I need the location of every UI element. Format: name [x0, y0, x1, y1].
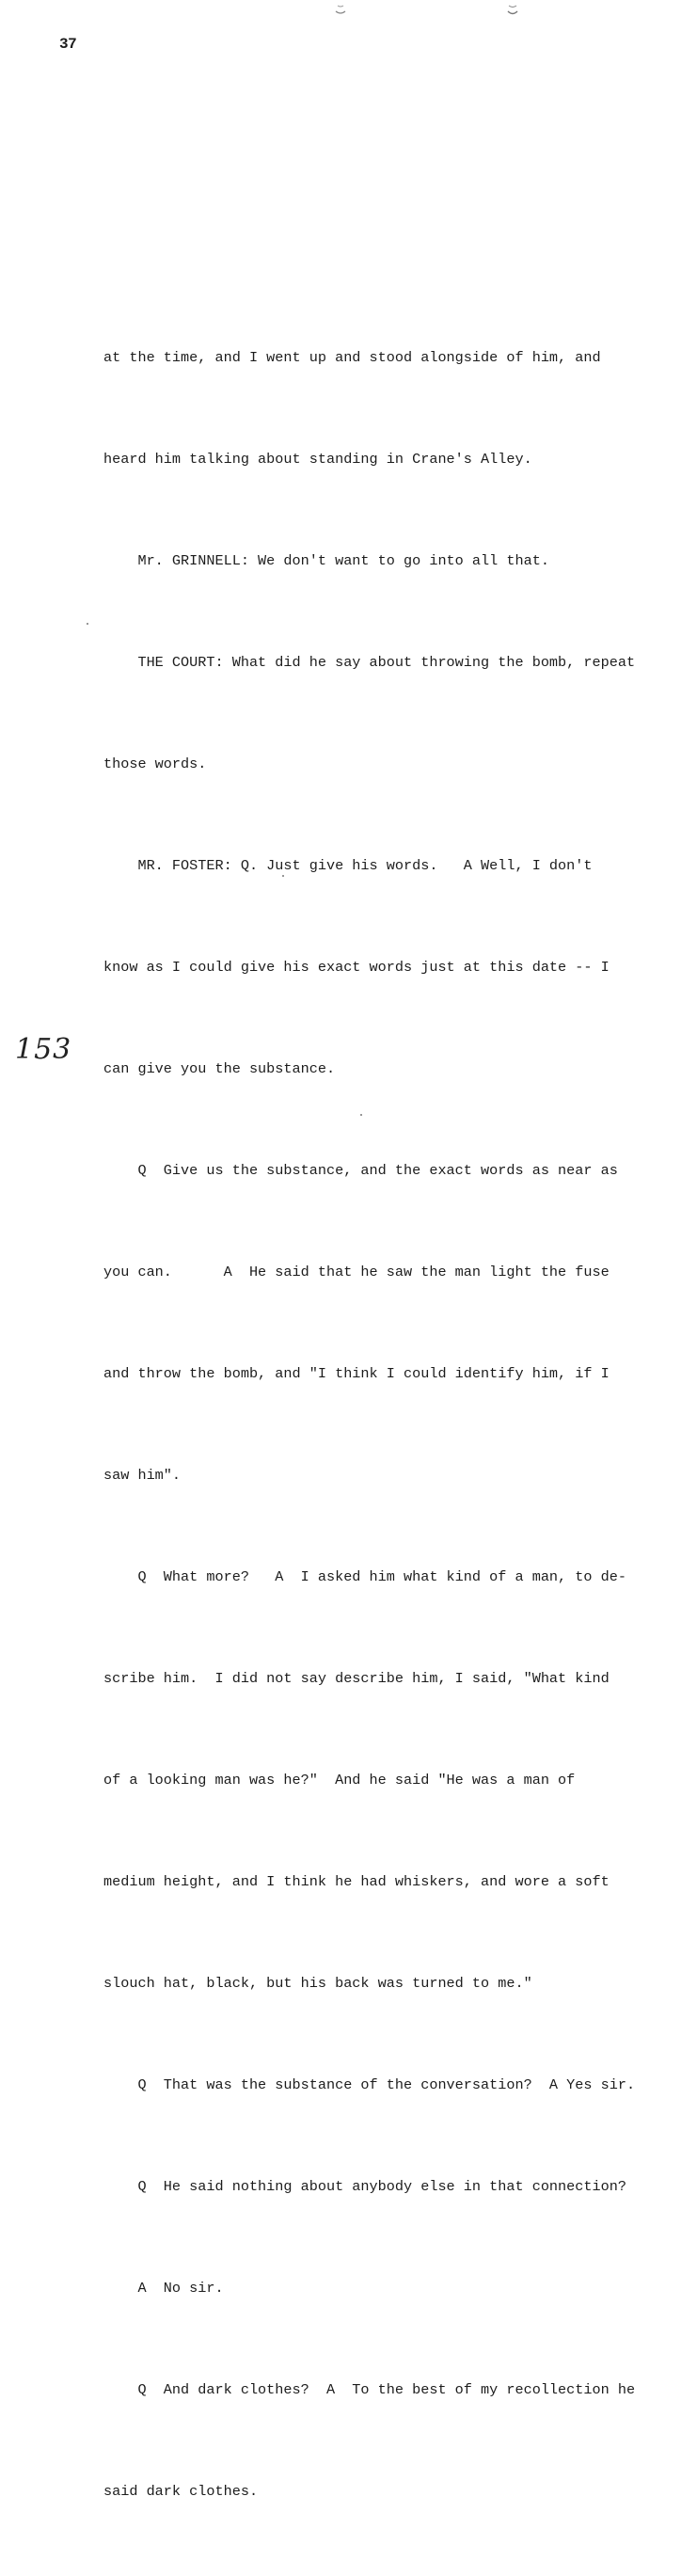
- handwritten-note: 153: [15, 1033, 72, 1066]
- ink-speck: [87, 623, 88, 625]
- transcript-line: MR. FOSTER: Q. Just give his words. A Well, I don't: [103, 857, 593, 874]
- transcript-body: [103, 273, 668, 2576]
- transcript-line: slouch hat, black, but his back was turned to me.": [103, 1975, 532, 1992]
- page-number: 37: [59, 36, 77, 53]
- transcript-line: heard him talking about standing in Crane's Alley.: [103, 451, 532, 468]
- transcript-line: at the time, and I went up and stood alongside of him, and: [103, 349, 601, 366]
- ink-speck: [282, 875, 284, 877]
- transcript-line: of a looking man was he?" And he said "He was a man of: [103, 1772, 576, 1789]
- punch-mark-icon: [334, 2, 347, 17]
- transcript-line: medium height, and I think he had whiskers, and wore a soft: [103, 1873, 610, 1890]
- transcript-line: scribe him. I did not say describe him, I said, "What kind: [103, 1670, 610, 1687]
- transcript-line: you can. A He said that he saw the man light the fuse: [103, 1264, 610, 1280]
- transcript-line: Q That was the substance of the conversation? A Yes sir.: [103, 2076, 636, 2093]
- transcript-line: A No sir.: [103, 2280, 224, 2297]
- transcript-line: those words.: [103, 755, 207, 772]
- transcript-line: can give you the substance.: [103, 1060, 336, 1077]
- punch-mark-icon: [506, 2, 519, 17]
- transcript-line: said dark clothes.: [103, 2483, 259, 2500]
- transcript-line: and throw the bomb, and "I think I could identify him, if I: [103, 1365, 610, 1382]
- transcript-line: saw him".: [103, 1467, 182, 1484]
- transcript-line: Q Give us the substance, and the exact words as near as: [103, 1162, 618, 1179]
- transcript-line: Mr. GRINNELL: We don't want to go into all that.: [103, 552, 549, 569]
- transcript-line: know as I could give his exact words just at this date -- I: [103, 959, 610, 976]
- transcript-line: THE COURT: What did he say about throwing the bomb, repeat: [103, 654, 636, 671]
- transcript-line: Q He said nothing about anybody else in that connection?: [103, 2178, 626, 2195]
- ink-speck: [360, 1114, 362, 1116]
- transcript-line: Q What more? A I asked him what kind of a man, to de-: [103, 1568, 626, 1585]
- transcript-line: Q And dark clothes? A To the best of my recollection he: [103, 2381, 636, 2398]
